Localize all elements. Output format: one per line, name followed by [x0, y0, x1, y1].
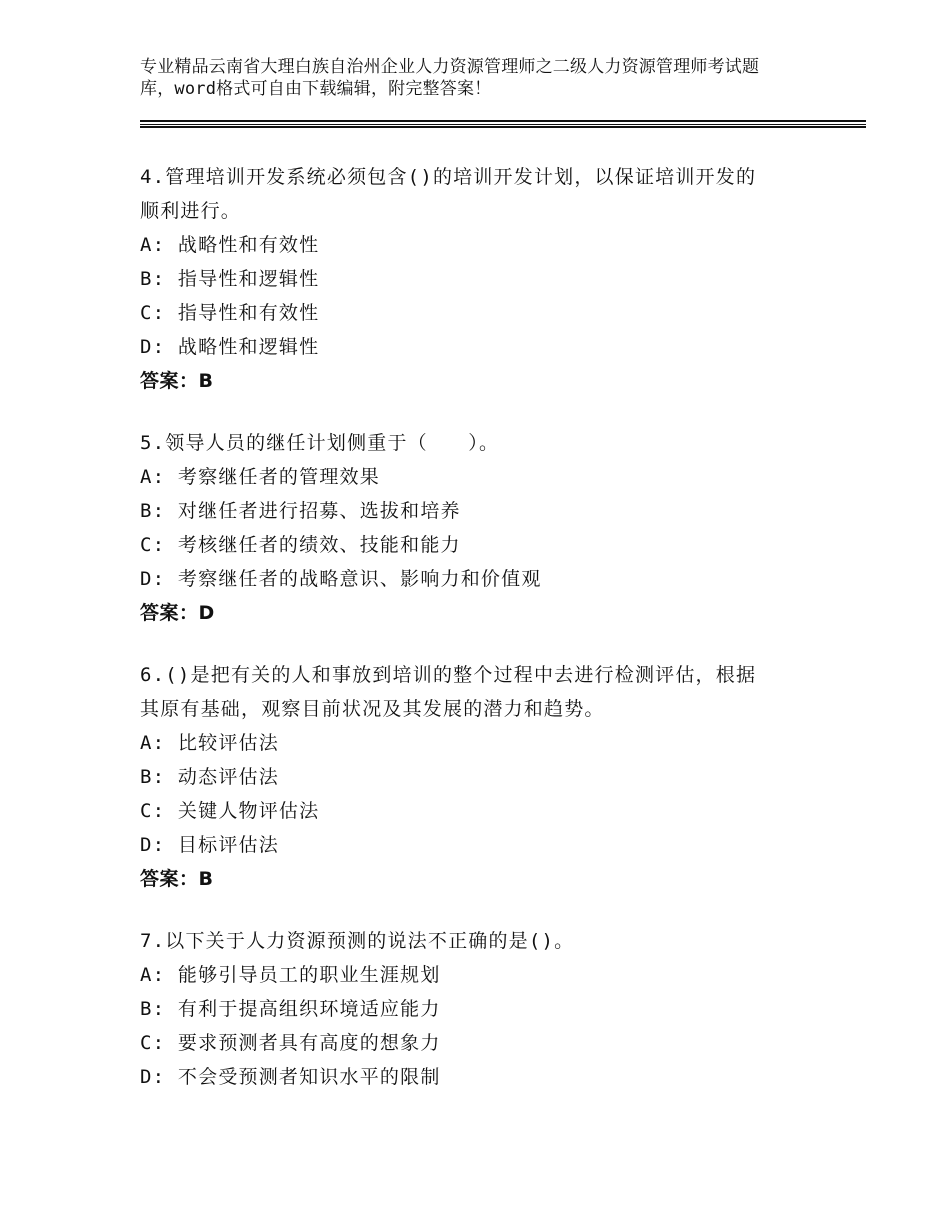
question-stem-line: 7.以下关于人力资源预测的说法不正确的是()。 — [140, 930, 575, 952]
question-stem-line: 4.管理培训开发系统必须包含()的培训开发计划，以保证培训开发的 — [140, 166, 757, 188]
option-c: C: 关键人物评估法 — [140, 800, 320, 822]
option-c: C: 要求预测者具有高度的想象力 — [140, 1032, 441, 1054]
header-divider-bottom — [140, 126, 866, 128]
option-a: A: 能够引导员工的职业生涯规划 — [140, 964, 441, 986]
option-d: D: 战略性和逻辑性 — [140, 336, 320, 358]
document-header — [140, 56, 860, 100]
option-a: A: 战略性和有效性 — [140, 234, 320, 256]
header-divider-middle — [140, 124, 866, 125]
answer-label: 答案：B — [140, 370, 214, 392]
header-line-2: 库，word格式可自由下载编辑，附完整答案！ — [140, 79, 492, 99]
option-c: C: 指导性和有效性 — [140, 302, 320, 324]
option-d: D: 不会受预测者知识水平的限制 — [140, 1066, 441, 1088]
option-d: D: 考察继任者的战略意识、影响力和价值观 — [140, 568, 542, 590]
question-6 — [140, 658, 840, 896]
option-a: A: 比较评估法 — [140, 732, 279, 754]
header-divider-top — [140, 120, 866, 122]
option-b: B: 对继任者进行招募、选拔和培养 — [140, 500, 461, 522]
option-b: B: 有利于提高组织环境适应能力 — [140, 998, 441, 1020]
question-stem-line: 其原有基础，观察目前状况及其发展的潜力和趋势。 — [140, 698, 605, 720]
question-list — [140, 160, 840, 1122]
question-stem-line: 5.领导人员的继任计划侧重于（ ）。 — [140, 432, 500, 454]
answer-label: 答案：B — [140, 868, 214, 890]
option-c: C: 考核继任者的绩效、技能和能力 — [140, 534, 461, 556]
question-5 — [140, 426, 840, 630]
question-7 — [140, 924, 840, 1094]
option-b: B: 动态评估法 — [140, 766, 279, 788]
option-a: A: 考察继任者的管理效果 — [140, 466, 380, 488]
question-stem-line: 6.()是把有关的人和事放到培训的整个过程中去进行检测评估，根据 — [140, 664, 757, 686]
question-4 — [140, 160, 840, 398]
question-stem-line: 顺利进行。 — [140, 200, 242, 222]
option-d: D: 目标评估法 — [140, 834, 279, 856]
answer-label: 答案：D — [140, 602, 215, 624]
option-b: B: 指导性和逻辑性 — [140, 268, 320, 290]
header-line-1: 专业精品云南省大理白族自治州企业人力资源管理师之二级人力资源管理师考试题 — [140, 57, 760, 77]
